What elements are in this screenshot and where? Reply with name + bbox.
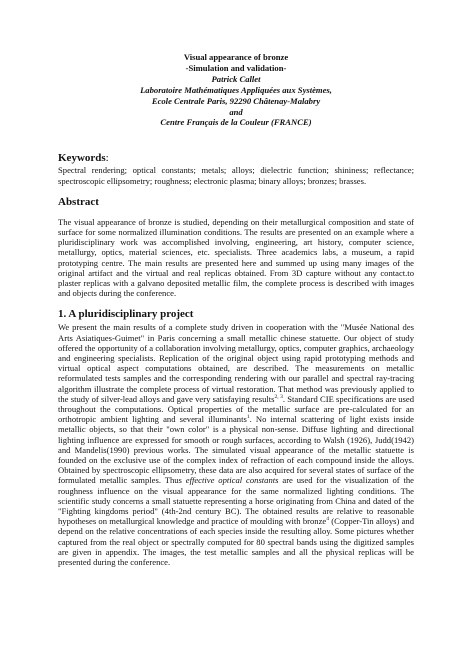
- footnote-ref-4: 4: [326, 516, 329, 523]
- title-block: [58, 52, 414, 128]
- section-1-text-4: are used for the visualization of the roughness influence on the visual appearance for the same normalized lighting conditions. The scientific study concerns a small statuette representing a horse originating from China and dated of the "Fighting kingdoms period" (4th-2nd century BC). The obtained results are relative to reasonable hypotheses on metallurgical knowledge and practice of moulding with bronze: [58, 475, 414, 527]
- keywords-colon: :: [105, 152, 109, 165]
- keywords-heading-text: Keywords: [58, 152, 106, 165]
- paper-title: Visual appearance of bronze: [183, 52, 289, 62]
- affiliation-and: and: [229, 106, 243, 117]
- emphasis-effective-optical-constants: effective optical constants: [185, 475, 279, 486]
- paper-subtitle: -Simulation and validation-: [185, 62, 287, 73]
- section-1-text-2: . Standard CIE specifications are used throughout the computations. Optical properties of the metallic surface are pre-calculated for an orthotropic ambient lighting and several illuminants: [58, 393, 415, 425]
- affiliation-school: Ecole Centrale Paris, 92290 Châtenay-Malabry: [151, 95, 321, 106]
- footnote-ref-2-3: 2, 3: [274, 393, 283, 400]
- abstract-heading: Abstract: [58, 195, 99, 208]
- section-1-text-5: (Copper-Tin alloys) and depend on the relative concentrations of each species inside the resulting alloy. Some pictures whether captured from the real object or spectrally computed for 80 spectral bands using the digitized samples are given in appendix. The images, the test metallic samples and all the physical replicas will be presented during the conference.: [58, 516, 414, 568]
- section-1-text-1: We present the main results of a complete study driven in cooperation with the "Musée National des Arts Asiatiques-Guimet" in Paris concerning a small metallic chinese statuette. Our object of study offered the opportunity of a collaboration involving metallurgy, optics, computer graphics, archaeology and engineering specialists. Replication of the original object using rapid prototyping methods and virtual optical aspect computations obtained, are described. The measurements on metallic reformulated tests samples and the corresponding rendering with our parallel and spectral ray-tracing algorithm illustrate the complete process of virtual restoration. That method was previously applied to the study of silver-lead alloys and gave very satisfaying results: [58, 322, 414, 404]
- affiliation-centre: Centre Français de la Couleur (FRANCE): [160, 117, 312, 128]
- affiliation-lab: Laboratoire Mathématiques Appliquées aux Systèmes,: [140, 84, 332, 95]
- section-1-heading: 1. A pluridisciplinary project: [58, 308, 194, 321]
- keywords-heading: [58, 152, 414, 165]
- keywords-text: Spectral rendering; optical constants; metals; alloys; dielectric function; shininess; reflectance; spectroscopic ellipsometry; roughness; electronic plasma; binary alloys; bronzes; brasses.: [58, 165, 414, 186]
- author-name: Patrick Callet: [211, 73, 261, 84]
- section-1-body: [58, 322, 414, 567]
- section-1-text-3: . No internal scattering of light exists inside metallic objects, so that their "own color" is a physical non-sense. Diffuse lighting and directional lighting influence are expressed for smooth or rough surfaces, according to Walsh (1926), Judd(1942) and Mandelis(1990) previous works. The simulated visual appearance of the metallic statuette is founded on the exclusive use of the complex index of refraction of each compound inside the alloys. Obtained by spectroscopic ellipsometry, these data are also acquired for several states of surface of the formulated metallic samples. Thus: [58, 414, 414, 486]
- footnote-ref-1: 1: [246, 414, 250, 421]
- abstract-text: The visual appearance of bronze is studied, depending on their metallurgical composition and state of surface for some normalized illumination conditions. The results are presented on an example where a pluridisciplinary work was accomplished involving, engineering, art history, computer science, metallurgy, optics, material sciences, etc. specialists. Three academics labs, a museum, a rapid prototyping centre. The main results are presented here and summed up using many images of the original artifact and the virtual and real replicas obtained. From 3D capture without any contact.to plaster replicas with a galvano deposited metallic film, the complete process is described with images and objects during the conference.: [58, 216, 414, 299]
